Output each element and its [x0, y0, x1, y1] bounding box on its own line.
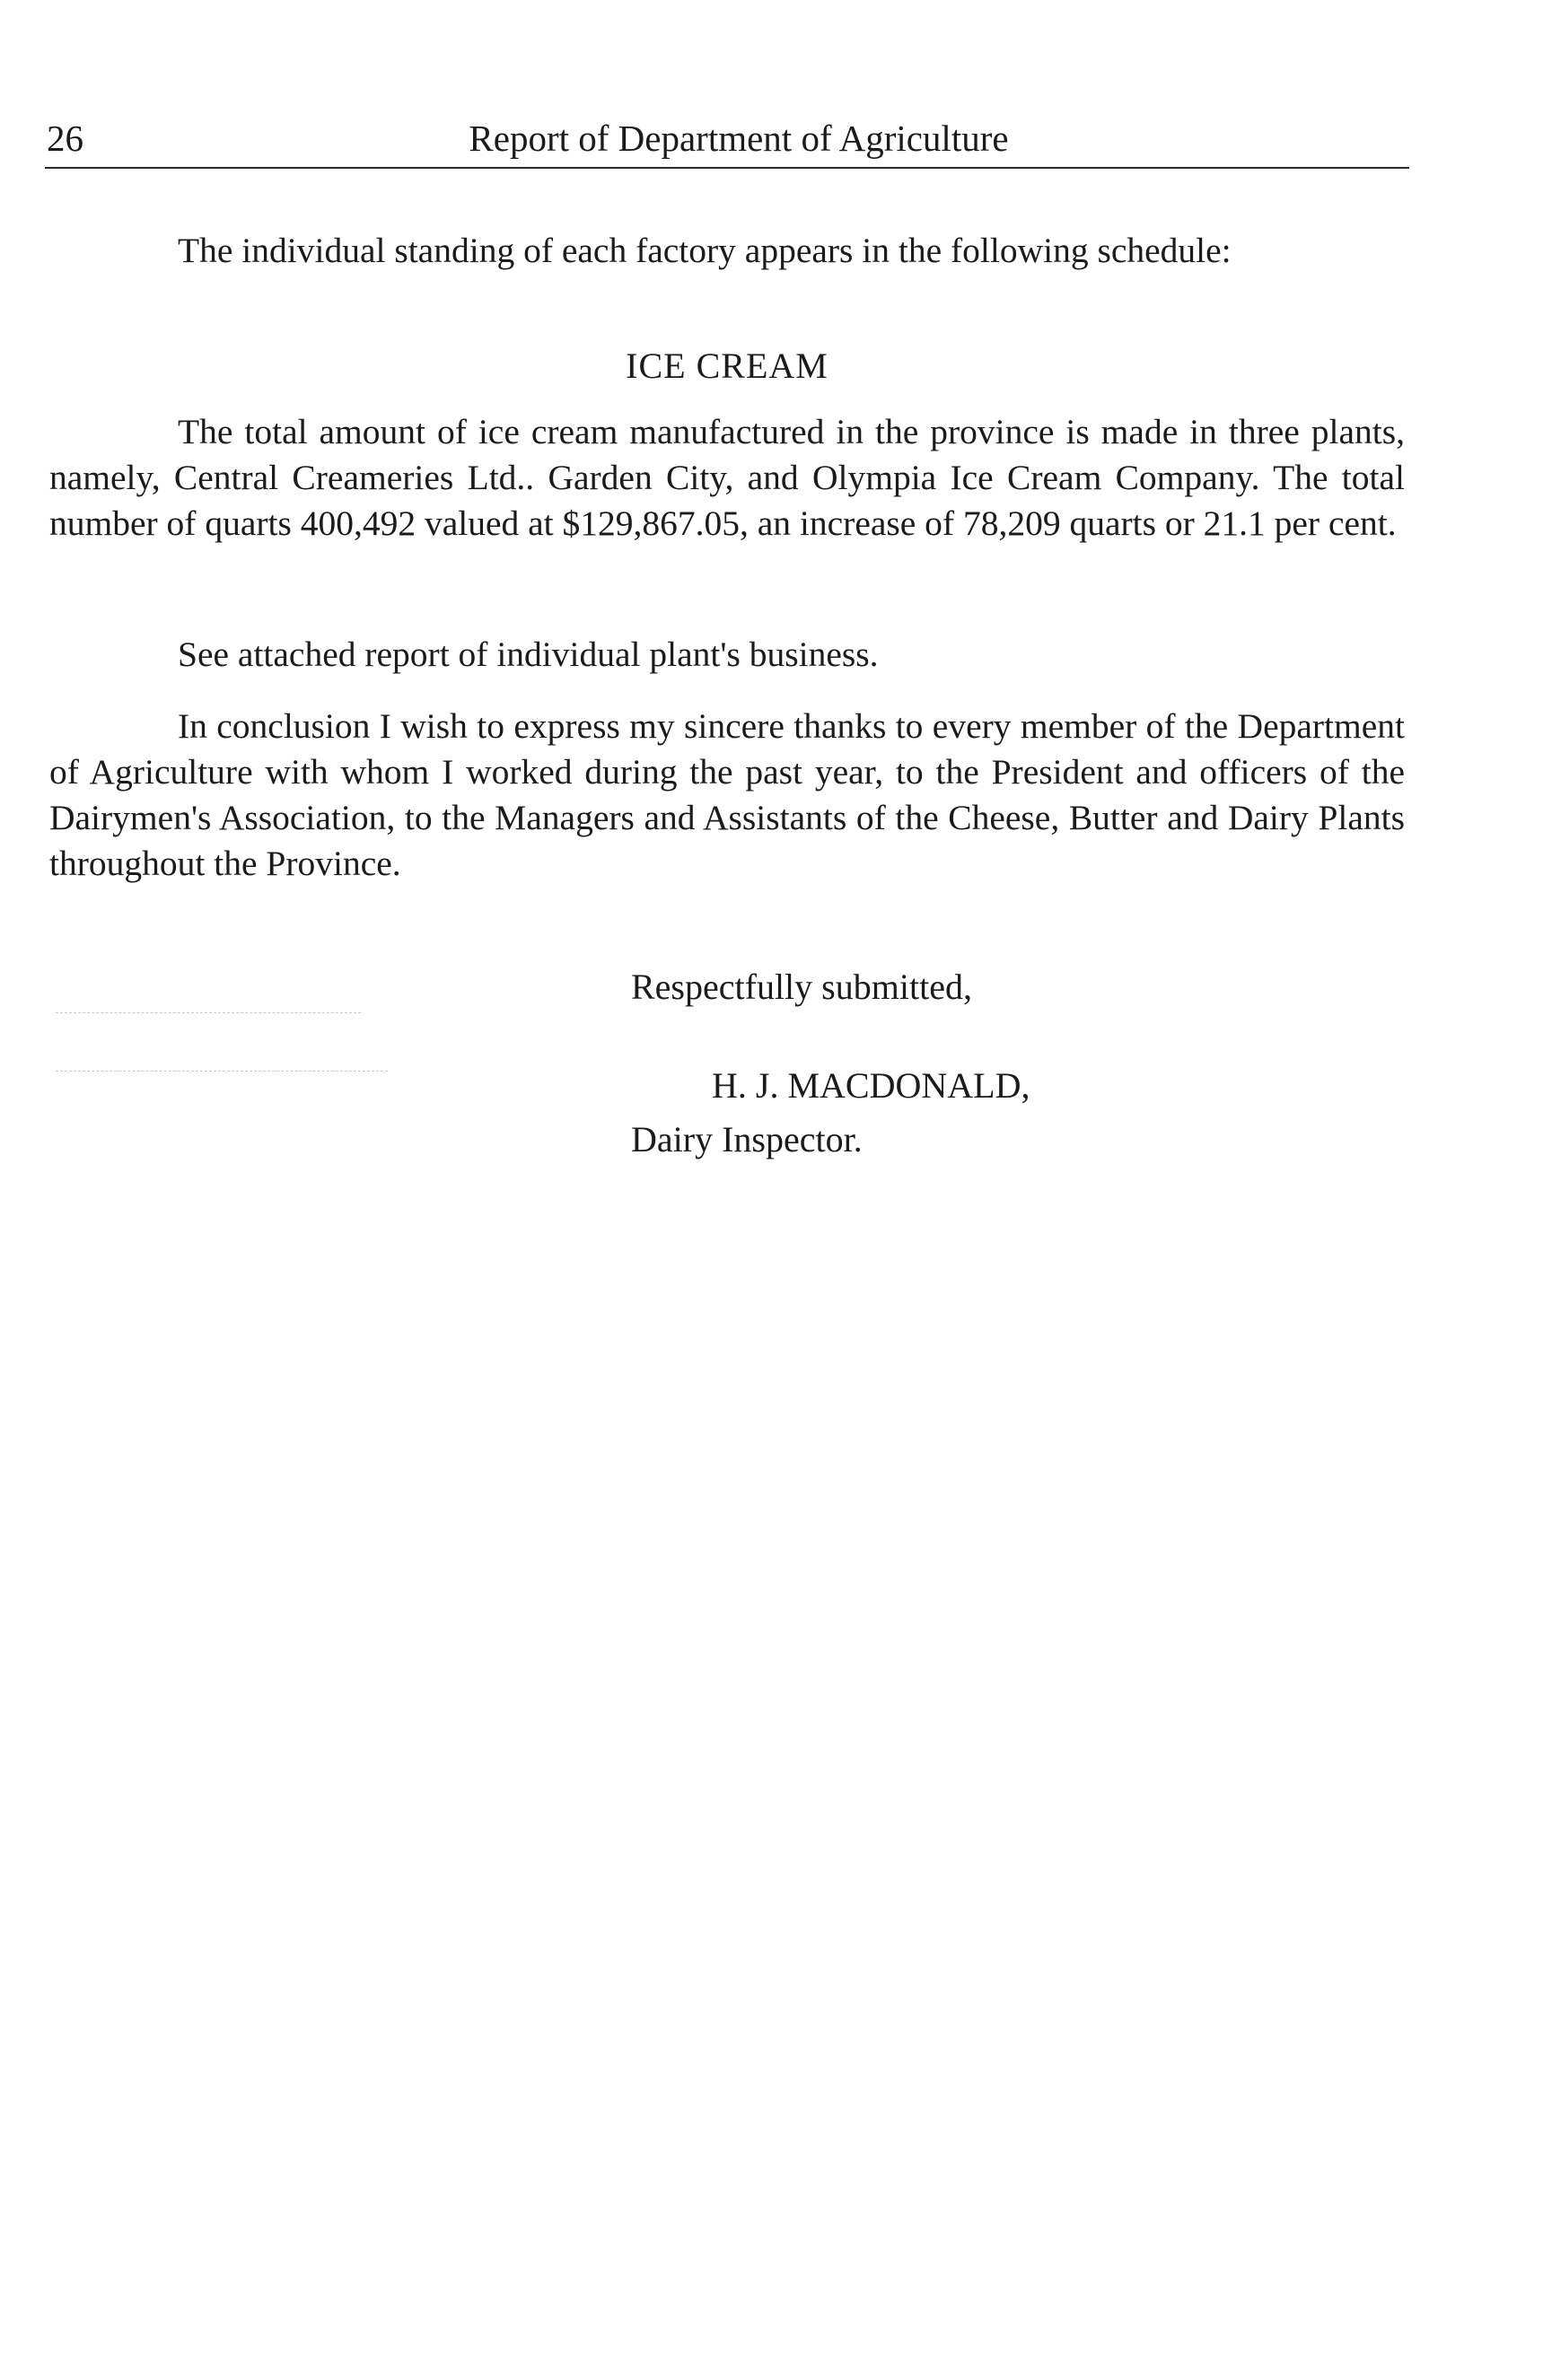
running-header: [45, 111, 1409, 169]
faint-scan-mark: [56, 1012, 361, 1013]
ice-cream-paragraph: The total amount of ice cream manufactured in the province is made in three plants, namely, Central Creameries Ltd.. Garden City, and Olympia Ice Cream Company. The total number of quarts 400,492 valued at $129,867.05, an increase of 78,209 quarts or 21.1 per cent.: [49, 412, 1405, 543]
running-title: Report of Department of Agriculture: [469, 118, 1009, 159]
valediction: Respectfully submitted,: [631, 967, 972, 1007]
signatory-name: H. J. MACDONALD,: [712, 1065, 1030, 1106]
section-heading-ice-cream: ICE CREAM: [626, 346, 828, 386]
conclusion-paragraph: In conclusion I wish to express my sincere thanks to every member of the Department of Agriculture with whom I worked during the past year, to the President and officers of the Dairymen's Association, to the Managers and Assistants of the Cheese, Butter and Dairy Plants throughout the Province.: [49, 706, 1405, 883]
signatory-title: Dairy Inspector.: [631, 1119, 863, 1159]
attached-report-note: See attached report of individual plant's business.: [178, 634, 879, 674]
faint-scan-mark: [56, 1071, 388, 1072]
page-number: 26: [47, 118, 83, 159]
intro-paragraph: The individual standing of each factory appears in the following schedule:: [178, 231, 1232, 270]
